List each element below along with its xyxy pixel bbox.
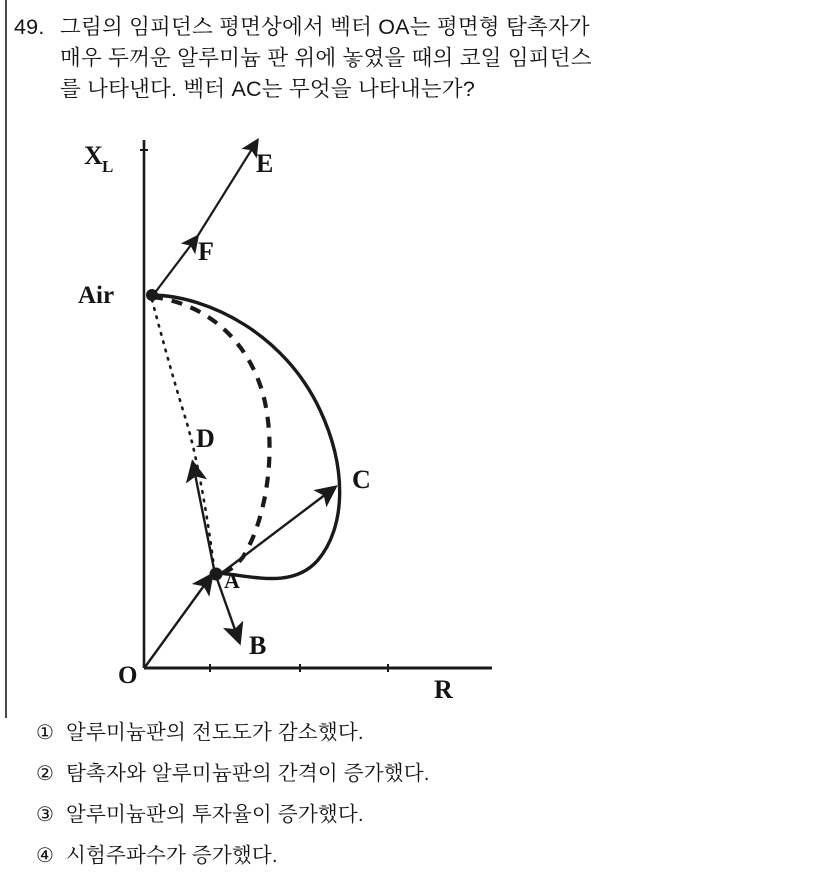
question-line-1 bbox=[14, 12, 804, 43]
choice-marker-4: ④ bbox=[36, 845, 54, 867]
choice-marker-1: ① bbox=[36, 722, 54, 744]
point-label-a: A bbox=[224, 568, 240, 593]
y-axis-label-subscript: L bbox=[102, 157, 114, 176]
impedance-curves bbox=[152, 295, 340, 579]
point-label-f: F bbox=[198, 237, 214, 266]
point-label-b: B bbox=[249, 631, 267, 660]
air-label: Air bbox=[78, 282, 115, 309]
point-label-e: E bbox=[256, 149, 274, 178]
question-line-2-text: 매우 두꺼운 알루미늄 판 위에 놓였을 때의 코일 임피던스 bbox=[60, 46, 592, 70]
choice-marker-2: ② bbox=[36, 763, 54, 785]
figure-ticks bbox=[140, 150, 388, 672]
question-block bbox=[14, 12, 804, 105]
choice-item-3[interactable] bbox=[36, 797, 816, 838]
question-line-1-text: 그림의 임피던스 평면상에서 벡터 OA는 평면형 탐촉자가 bbox=[60, 15, 590, 39]
y-axis-label: X bbox=[84, 141, 103, 170]
point-label-c: C bbox=[352, 465, 371, 494]
origin-label: O bbox=[118, 662, 138, 689]
outer-solid-curve bbox=[152, 295, 340, 579]
choice-list bbox=[36, 715, 816, 879]
choice-marker-3: ③ bbox=[36, 804, 54, 826]
choice-text-4: 시험주파수가 증가했다. bbox=[66, 844, 278, 867]
node-air-dot bbox=[146, 289, 158, 301]
node-a-dot bbox=[210, 568, 223, 581]
question-line-2 bbox=[14, 43, 804, 74]
question-number: 49. bbox=[14, 15, 45, 39]
point-label-d: D bbox=[196, 424, 215, 453]
vector-Air-F bbox=[154, 237, 197, 294]
choice-item-2[interactable] bbox=[36, 756, 816, 797]
impedance-plane-figure bbox=[0, 120, 560, 710]
question-line-3-text: 를 나타낸다. 벡터 AC는 무엇을 나타내는가? bbox=[60, 77, 475, 101]
choice-item-1[interactable] bbox=[36, 715, 816, 756]
x-axis-label: R bbox=[434, 675, 453, 704]
question-line-3 bbox=[14, 74, 804, 105]
choice-item-4[interactable] bbox=[36, 838, 816, 879]
vector-AD bbox=[193, 464, 215, 574]
vector-OA bbox=[145, 576, 211, 667]
choice-text-1: 알루미늄판의 전도도가 감소했다. bbox=[66, 721, 364, 744]
choice-text-3: 알루미늄판의 투자율이 증가했다. bbox=[66, 803, 364, 826]
choice-text-2: 탐촉자와 알루미늄판의 간격이 증가했다. bbox=[66, 762, 430, 785]
figure-labels bbox=[78, 141, 453, 704]
vector-Air-E bbox=[197, 141, 257, 237]
